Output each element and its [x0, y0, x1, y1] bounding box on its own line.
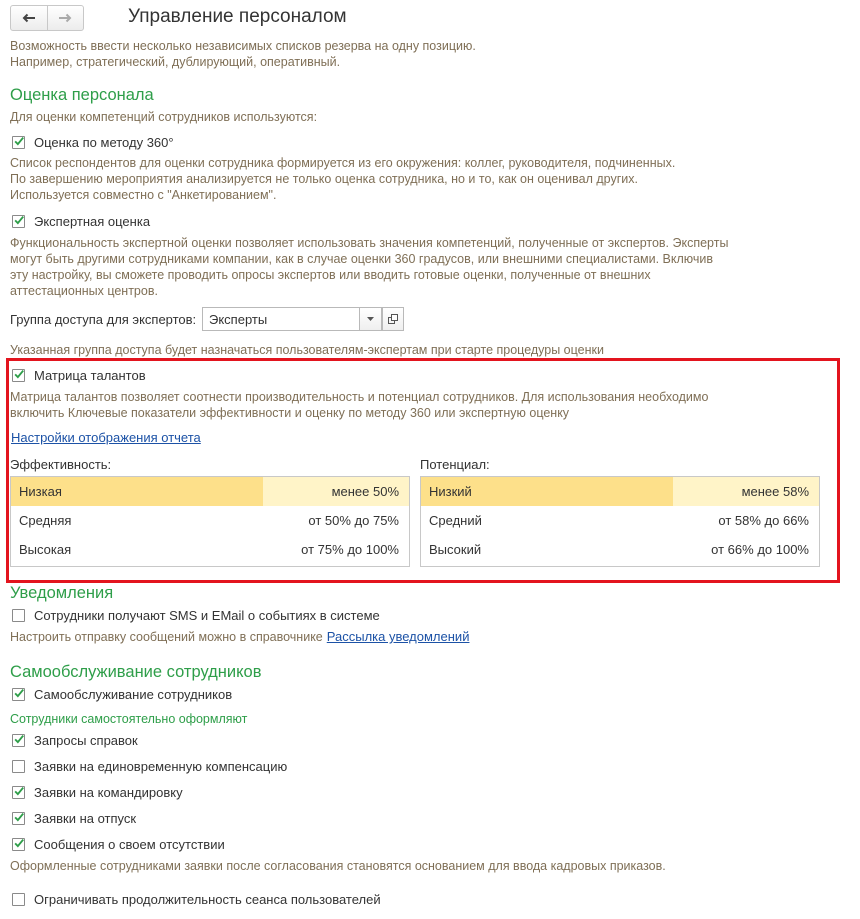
- efficiency-row-medium[interactable]: [11, 506, 409, 535]
- session-limit-label: Ограничивать продолжительность сеанса пользователей: [34, 891, 381, 907]
- self-service-checkbox[interactable]: [12, 688, 25, 701]
- notifications-header: Уведомления: [10, 584, 114, 602]
- self-service-item-label: Запросы справок: [34, 732, 138, 748]
- session-limit-row[interactable]: [12, 890, 381, 908]
- talent-matrix-row[interactable]: [12, 366, 146, 384]
- assessment-header: Оценка персонала: [10, 86, 154, 104]
- efficiency-row-high[interactable]: [11, 535, 409, 564]
- intro-line-2: Например, стратегический, дублирующий, оперативный.: [10, 55, 341, 69]
- method-360-desc-2: По завершению мероприятия анализируется не только оценка сотрудника, но и то, как он оценивал других.: [10, 172, 638, 186]
- nav-buttons: [10, 5, 84, 31]
- checkmark-icon: [14, 733, 24, 745]
- expert-label: Экспертная оценка: [34, 213, 151, 229]
- self-service-item-label: Сообщения о своем отсутствии: [34, 836, 225, 852]
- notifications-setup: [10, 629, 469, 645]
- talent-matrix-desc-1: Матрица талантов позволяет соотнести производительность и потенциал сотрудников. Для использования необходимо: [10, 390, 709, 404]
- access-group-dropdown-button[interactable]: [360, 307, 382, 331]
- potential-label: Потенциал:: [420, 457, 490, 472]
- access-group-combo: [202, 307, 404, 331]
- chevron-down-icon: [367, 317, 374, 321]
- self-service-item-label: Заявки на единовременную компенсацию: [34, 758, 288, 774]
- efficiency-row-low[interactable]: [11, 477, 409, 506]
- access-group-field[interactable]: Эксперты: [202, 307, 360, 331]
- checkmark-icon: [14, 135, 24, 147]
- self-service-item-checkbox[interactable]: [12, 786, 25, 799]
- talent-matrix-checkbox[interactable]: [12, 369, 25, 382]
- expert-row[interactable]: [12, 212, 150, 230]
- potential-row-range: от 58% до 66%: [718, 513, 809, 528]
- checkmark-icon: [14, 368, 24, 380]
- method-360-checkbox[interactable]: [12, 136, 25, 149]
- efficiency-row-range: от 50% до 75%: [308, 513, 399, 528]
- method-360-label: Оценка по методу 360°: [34, 134, 174, 150]
- sms-checkbox[interactable]: [12, 609, 25, 622]
- sms-row[interactable]: [12, 606, 380, 624]
- forward-button[interactable]: [47, 6, 84, 30]
- report-settings-link[interactable]: Настройки отображения отчета: [11, 430, 201, 445]
- self-service-item[interactable]: [12, 731, 138, 749]
- self-service-item[interactable]: [12, 783, 183, 801]
- notifications-setup-text: Настроить отправку сообщений можно в справочнике: [10, 630, 323, 644]
- expert-desc-4: аттестационных центров.: [10, 284, 158, 298]
- potential-table: [420, 476, 820, 567]
- self-service-subheader: Сотрудники самостоятельно оформляют: [10, 712, 248, 726]
- access-group-label: Группа доступа для экспертов:: [10, 312, 197, 327]
- self-service-item-checkbox[interactable]: [12, 838, 25, 851]
- arrow-left-icon: [22, 13, 36, 23]
- efficiency-row-name: Низкая: [19, 484, 62, 499]
- expert-checkbox[interactable]: [12, 215, 25, 228]
- notifications-link[interactable]: Рассылка уведомлений: [326, 629, 470, 644]
- access-group-open-button[interactable]: [382, 307, 404, 331]
- sms-label: Сотрудники получают SMS и EMail о событиях в системе: [34, 607, 380, 623]
- self-service-item-label: Заявки на командировку: [34, 784, 183, 800]
- checkmark-icon: [14, 687, 24, 699]
- efficiency-row-range: менее 50%: [331, 484, 399, 499]
- self-service-item-checkbox[interactable]: [12, 812, 25, 825]
- potential-row-medium[interactable]: [421, 506, 819, 535]
- self-service-label: Самообслуживание сотрудников: [34, 686, 233, 702]
- potential-row-range: менее 58%: [741, 484, 809, 499]
- potential-row-low[interactable]: [421, 477, 819, 506]
- method-360-row[interactable]: [12, 133, 174, 151]
- self-service-item-label: Заявки на отпуск: [34, 810, 137, 826]
- page-title: Управление персоналом: [128, 6, 347, 27]
- self-service-item[interactable]: [12, 809, 136, 827]
- efficiency-row-range: от 75% до 100%: [301, 542, 399, 557]
- checkmark-icon: [14, 785, 24, 797]
- self-service-item[interactable]: [12, 835, 225, 853]
- potential-row-high[interactable]: [421, 535, 819, 564]
- method-360-desc-3: Используется совместно с "Анкетированием".: [10, 188, 277, 202]
- checkmark-icon: [14, 811, 24, 823]
- self-service-row[interactable]: [12, 685, 232, 703]
- checkmark-icon: [14, 837, 24, 849]
- arrow-right-icon: [58, 13, 72, 23]
- self-service-header: Самообслуживание сотрудников: [10, 663, 262, 681]
- session-limit-checkbox[interactable]: [12, 893, 25, 906]
- talent-matrix-desc-2: включить Ключевые показатели эффективности и оценку по методу 360 или экспертную оценку: [10, 406, 570, 420]
- potential-row-name: Низкий: [429, 484, 472, 499]
- self-service-item[interactable]: [12, 757, 287, 775]
- method-360-desc-1: Список респондентов для оценки сотрудника формируется из его окружения: коллег, руководителя, подчиненных.: [10, 156, 676, 170]
- self-service-item-checkbox[interactable]: [12, 760, 25, 773]
- back-button[interactable]: [11, 6, 47, 30]
- expert-desc-1: Функциональность экспертной оценки позволяет использовать значения компетенций, полученные от экспертов. Эксперты: [10, 236, 729, 250]
- potential-row-range: от 66% до 100%: [711, 542, 809, 557]
- self-service-item-checkbox[interactable]: [12, 734, 25, 747]
- access-group-hint: Указанная группа доступа будет назначаться пользователям-экспертам при старте процедуры оценки: [10, 343, 604, 357]
- efficiency-label: Эффективность:: [10, 457, 112, 472]
- self-service-note: Оформленные сотрудниками заявки после согласования становятся основанием для ввода кадровых приказов.: [10, 859, 666, 873]
- expert-desc-2: могут быть другими сотрудниками компании, как в случае оценки 360 градусов, или внешними специалистами. Включив: [10, 252, 714, 266]
- assessment-note: Для оценки компетенций сотрудников используются:: [10, 110, 318, 124]
- checkmark-icon: [14, 214, 24, 226]
- talent-matrix-label: Матрица талантов: [34, 367, 146, 383]
- potential-row-name: Средний: [429, 513, 482, 528]
- expert-desc-3: эту настройку, вы сможете проводить опросы экспертов или вводить готовые оценки, полученные от внешних: [10, 268, 651, 282]
- efficiency-row-name: Средняя: [19, 513, 72, 528]
- intro-line-1: Возможность ввести несколько независимых списков резерва на одну позицию.: [10, 39, 476, 53]
- efficiency-table: [10, 476, 410, 567]
- efficiency-row-name: Высокая: [19, 542, 72, 557]
- potential-row-name: Высокий: [429, 542, 482, 557]
- open-item-icon: [388, 314, 399, 325]
